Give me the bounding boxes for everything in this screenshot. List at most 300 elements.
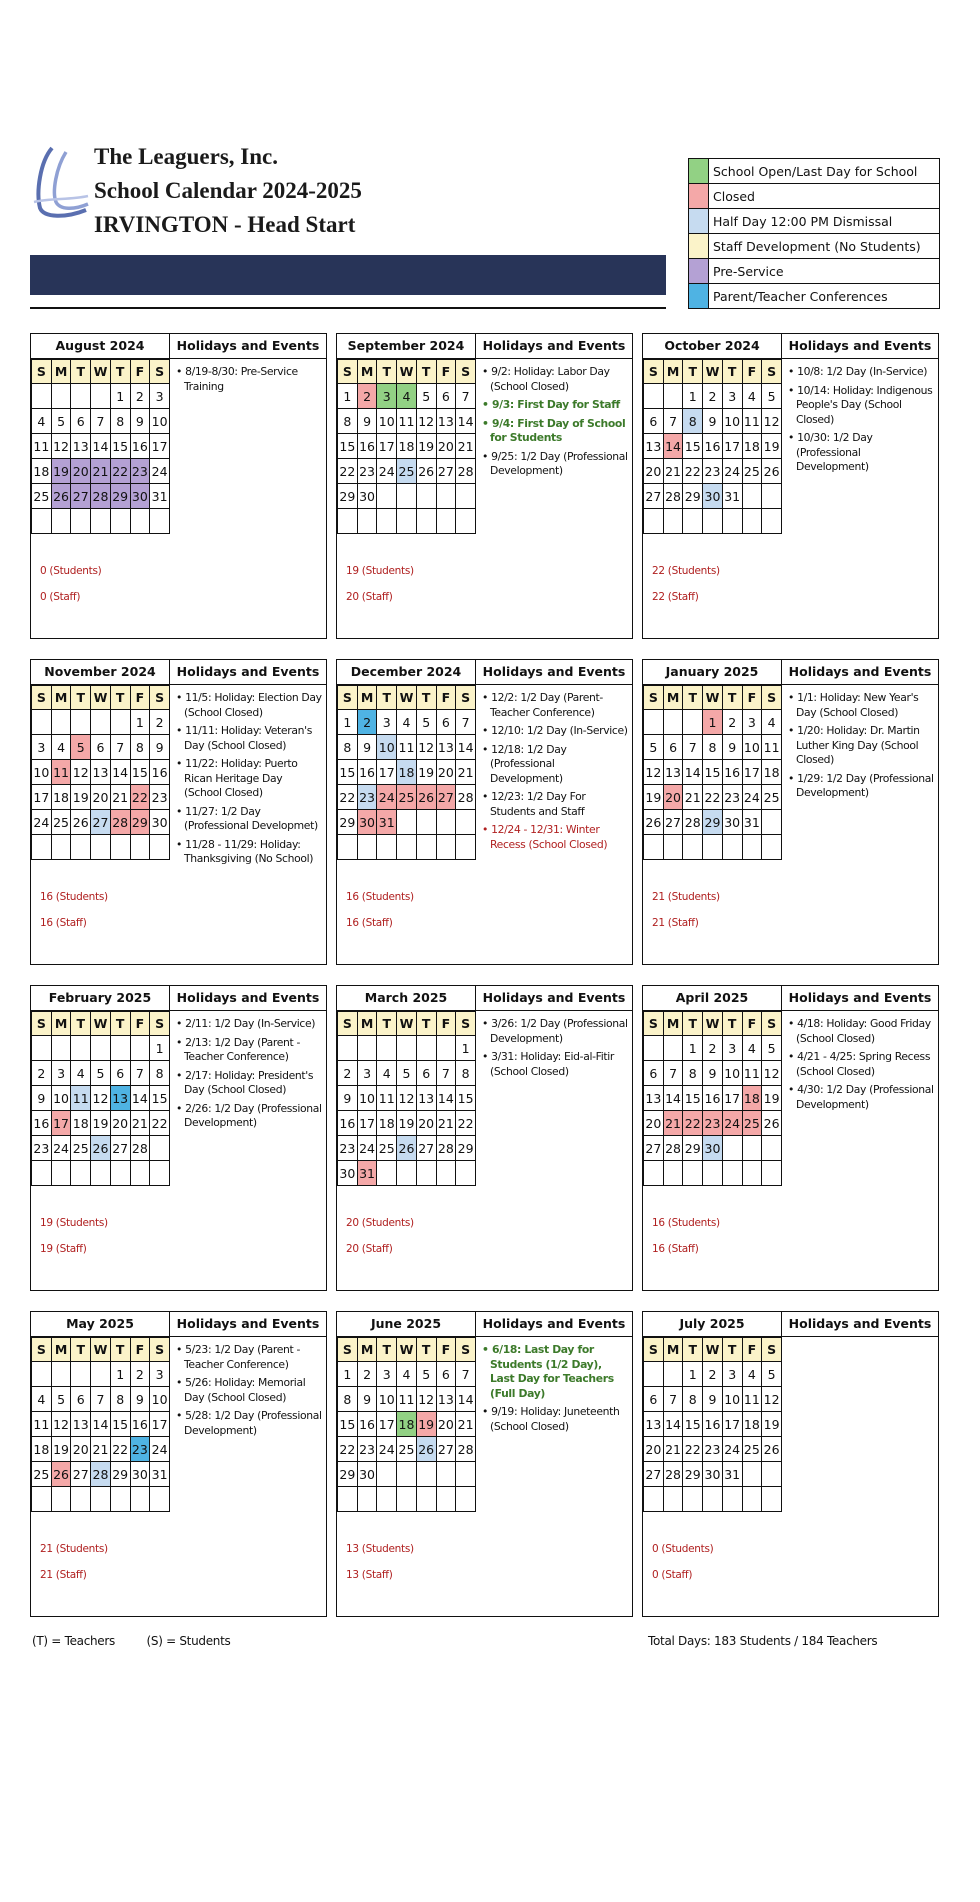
day-cell: 3 [357,1061,377,1086]
day-cell: 5 [397,1061,417,1086]
empty-cell [51,710,71,735]
weekday-row [32,1012,170,1036]
day-cell: 23 [703,459,723,484]
empty-cell [377,1161,397,1186]
day-cell: 17 [722,434,742,459]
empty-cell [150,835,170,860]
empty-cell [357,835,377,860]
day-cell: 29 [110,484,130,509]
day-cell: 4 [32,409,52,434]
day-cell: 30 [130,1462,150,1487]
week-row [644,785,782,810]
empty-cell [644,1362,664,1387]
event-item: • 1/1: Holiday: New Year's Day (School Closed) [788,691,934,720]
day-cell: 2 [338,1061,358,1086]
day-cell: 22 [150,1111,170,1136]
day-cell: 24 [377,459,397,484]
legend-swatch [689,159,709,183]
empty-cell [397,509,417,534]
day-cell: 29 [338,810,358,835]
legend-label: School Open/Last Day for School [713,163,918,179]
empty-cell [32,384,52,409]
student-days-count: 19 (Students) [40,1217,108,1229]
day-cell: 6 [91,735,111,760]
empty-cell [663,1362,683,1387]
events-header: Holidays and Events [170,334,326,359]
event-item: • 9/4: First Day of School for Students [482,417,628,446]
events-panel [170,986,326,1290]
day-cell: 17 [722,1086,742,1111]
total-days: Total Days: 183 Students / 184 Teachers [648,1634,878,1648]
day-cell: 27 [416,1136,436,1161]
day-cell: 15 [110,434,130,459]
weekday-label: T [110,360,130,384]
day-cell: 29 [703,810,723,835]
empty-cell [32,710,52,735]
day-cell: 29 [338,484,358,509]
day-cell: 11 [762,735,782,760]
day-cell: 8 [110,409,130,434]
week-row [644,459,782,484]
empty-cell [762,810,782,835]
week-row [32,760,170,785]
legend-swatch [689,184,709,208]
week-row [644,810,782,835]
day-cell: 24 [742,785,762,810]
day-cell: 5 [51,409,71,434]
day-cell: 12 [397,1086,417,1111]
day-cell: 17 [357,1111,377,1136]
month-grid [643,685,782,860]
day-cell: 18 [32,459,52,484]
day-cell: 5 [416,710,436,735]
event-item: • 1/20: Holiday: Dr. Martin Luther King Day (School Closed) [788,724,934,768]
day-cell: 24 [722,1437,742,1462]
empty-cell [436,1462,456,1487]
legend-swatch [689,284,709,308]
day-cell: 27 [71,1462,91,1487]
month-calendar [31,660,170,830]
week-row [32,1437,170,1462]
day-cell: 22 [130,785,150,810]
week-row [338,384,476,409]
day-cell: 23 [32,1136,52,1161]
empty-cell [110,710,130,735]
day-cell: 10 [377,409,397,434]
staff-days-count: 20 (Staff) [346,591,393,603]
week-row [32,384,170,409]
event-item: • 11/27: 1/2 Day (Professional Developmet) [176,805,322,834]
month-grid [337,685,476,860]
day-cell: 20 [71,459,91,484]
day-cell: 3 [377,710,397,735]
day-cell: 7 [436,1061,456,1086]
day-cell: 3 [722,1362,742,1387]
event-item: • 11/22: Holiday: Puerto Rican Heritage Day (School Closed) [176,757,322,801]
weekday-label: S [456,360,476,384]
day-cell: 12 [644,760,664,785]
day-cell: 23 [150,785,170,810]
empty-cell [32,509,52,534]
day-cell: 30 [703,1462,723,1487]
weekday-label: T [416,360,436,384]
day-cell: 23 [703,1437,723,1462]
day-cell: 14 [110,760,130,785]
day-cell: 13 [91,760,111,785]
weekday-label: F [130,1012,150,1036]
week-row [32,1412,170,1437]
day-cell: 10 [51,1086,71,1111]
empty-cell [456,509,476,534]
empty-cell [456,835,476,860]
day-cell: 5 [91,1061,111,1086]
staff-days-count: 16 (Staff) [40,917,87,929]
day-cell: 18 [742,434,762,459]
legend-label: Staff Development (No Students) [713,238,921,254]
week-row [338,1086,476,1111]
day-cell: 4 [742,1362,762,1387]
weekday-label: W [91,1338,111,1362]
day-cell: 28 [91,484,111,509]
empty-cell [338,1487,358,1512]
event-item: • 11/28 - 11/29: Holiday: Thanksgiving (No School) [176,838,322,867]
weekday-label: M [663,686,683,710]
events-panel [476,334,632,638]
weekday-label: T [377,1012,397,1036]
day-cell: 20 [436,760,456,785]
day-cell: 4 [397,710,417,735]
day-cell: 11 [32,434,52,459]
day-cell: 12 [762,1061,782,1086]
empty-cell [703,1487,723,1512]
empty-cell [722,509,742,534]
empty-cell [91,1362,111,1387]
empty-cell [416,509,436,534]
month-grid [337,1337,476,1512]
day-cell: 11 [71,1086,91,1111]
day-cell: 24 [377,1437,397,1462]
empty-cell [456,810,476,835]
day-cell: 6 [644,1061,664,1086]
day-cell: 1 [683,1036,703,1061]
weekday-label: T [722,1012,742,1036]
week-row [644,1462,782,1487]
day-cell: 13 [71,434,91,459]
empty-cell [71,835,91,860]
day-cell: 22 [683,1437,703,1462]
day-cell: 17 [377,1412,397,1437]
empty-cell [377,509,397,534]
events-panel [170,660,326,964]
organization-name: The Leaguers, Inc. [94,144,278,169]
day-cell: 12 [71,760,91,785]
day-cell: 28 [683,810,703,835]
weekday-label: M [51,360,71,384]
weekday-label: T [722,1338,742,1362]
month-title: September 2024 [337,334,476,359]
header-banner [30,255,666,295]
day-cell: 1 [110,1362,130,1387]
day-cell: 3 [150,384,170,409]
weekday-label: T [416,686,436,710]
day-cell: 30 [357,1462,377,1487]
events-list [782,1337,938,1343]
day-cell: 13 [110,1086,130,1111]
empty-cell [357,509,377,534]
empty-cell [51,1487,71,1512]
day-cell: 5 [762,1362,782,1387]
day-cell: 25 [762,785,782,810]
footer-key [32,1634,258,1648]
month-block [336,985,633,1291]
day-cell: 24 [150,459,170,484]
event-item: • 2/17: Holiday: President's Day (School Closed) [176,1069,322,1098]
day-cell: 18 [32,1437,52,1462]
weekday-label: T [722,360,742,384]
weekday-row [644,360,782,384]
legend-item [689,184,939,209]
day-cell: 17 [51,1111,71,1136]
day-cell: 8 [683,1061,703,1086]
staff-days-count: 13 (Staff) [346,1569,393,1581]
week-row [338,1061,476,1086]
day-cell: 21 [663,1111,683,1136]
events-list [476,685,632,852]
student-days-count: 21 (Students) [652,891,720,903]
day-cell: 10 [32,760,52,785]
empty-cell [71,1362,91,1387]
day-cell: 31 [377,810,397,835]
week-row [644,1437,782,1462]
events-panel [170,1312,326,1616]
day-cell: 21 [91,1437,111,1462]
day-cell: 29 [683,1462,703,1487]
day-cell: 28 [456,1437,476,1462]
event-item: • 9/2: Holiday: Labor Day (School Closed) [482,365,628,394]
day-cell: 2 [703,384,723,409]
empty-cell [91,835,111,860]
event-item: • 9/19: Holiday: Juneteenth (School Closed) [482,1405,628,1434]
empty-cell [91,509,111,534]
weekday-label: F [436,360,456,384]
day-cell: 3 [150,1362,170,1387]
day-cell: 15 [683,1412,703,1437]
month-title: January 2025 [643,660,782,685]
empty-cell [51,1036,71,1061]
day-cell: 18 [742,1086,762,1111]
legend-label: Half Day 12:00 PM Dismissal [713,213,893,229]
events-list [170,685,326,867]
empty-cell [762,1462,782,1487]
weekday-label: S [762,686,782,710]
day-cell: 25 [397,785,417,810]
day-cell: 8 [110,1387,130,1412]
day-cell: 14 [663,1086,683,1111]
week-row [644,384,782,409]
day-cell: 27 [91,810,111,835]
month-block [336,333,633,639]
empty-cell [703,835,723,860]
legend-swatch [689,234,709,258]
day-cell: 8 [130,735,150,760]
event-item: • 3/31: Holiday: Eid-al-Fitir (School Closed) [482,1050,628,1079]
weekday-label: S [456,1338,476,1362]
empty-cell [110,835,130,860]
empty-cell [703,1161,723,1186]
day-cell: 22 [683,459,703,484]
day-cell: 21 [456,1412,476,1437]
weekday-label: M [357,1338,377,1362]
empty-cell [397,1036,417,1061]
week-row [644,760,782,785]
day-cell: 4 [51,735,71,760]
weekday-label: T [683,1338,703,1362]
day-cell: 7 [91,1387,111,1412]
day-cell: 25 [742,1111,762,1136]
day-cell: 2 [130,1362,150,1387]
week-row [338,509,476,534]
day-cell: 16 [703,434,723,459]
day-cell: 6 [71,409,91,434]
day-cell: 22 [110,1437,130,1462]
day-cell: 1 [338,1362,358,1387]
empty-cell [71,384,91,409]
day-cell: 19 [644,785,664,810]
event-item: • 10/8: 1/2 Day (In-Service) [788,365,934,380]
day-cell: 7 [110,735,130,760]
weekday-row [338,1012,476,1036]
day-cell: 9 [338,1086,358,1111]
day-cell: 29 [683,1136,703,1161]
weekday-label: W [397,360,417,384]
day-cell: 25 [397,1437,417,1462]
day-cell: 23 [703,1111,723,1136]
staff-days-count: 19 (Staff) [40,1243,87,1255]
day-cell: 10 [722,1061,742,1086]
weekday-label: T [416,1338,436,1362]
week-row [32,835,170,860]
weekday-label: F [742,1012,762,1036]
weekday-label: T [416,1012,436,1036]
weekday-label: T [683,360,703,384]
header-divider [30,307,666,309]
weekday-label: S [644,686,664,710]
day-cell: 2 [357,710,377,735]
day-cell: 12 [416,735,436,760]
day-cell: 15 [338,434,358,459]
weekday-row [32,1338,170,1362]
day-cell: 31 [722,1462,742,1487]
empty-cell [742,1136,762,1161]
month-title: May 2025 [31,1312,170,1337]
day-cell: 21 [436,1111,456,1136]
day-cell: 25 [32,484,52,509]
empty-cell [377,1036,397,1061]
week-row [32,1061,170,1086]
event-item: • 6/18: Last Day for Students (1/2 Day), Last Day for Teachers (Full Day) [482,1343,628,1401]
empty-cell [683,835,703,860]
day-cell: 19 [416,760,436,785]
events-header: Holidays and Events [170,986,326,1011]
day-cell: 21 [91,459,111,484]
day-cell: 27 [436,1437,456,1462]
weekday-label: T [377,360,397,384]
week-row [338,1161,476,1186]
events-panel [476,986,632,1290]
empty-cell [436,484,456,509]
event-item: • 11/11: Holiday: Veteran's Day (School Closed) [176,724,322,753]
week-row [32,1362,170,1387]
day-cell: 29 [110,1462,130,1487]
day-cell: 7 [683,735,703,760]
events-list [782,1011,938,1112]
leaguers-logo-icon [30,142,90,222]
day-cell: 5 [416,1362,436,1387]
day-cell: 21 [456,434,476,459]
day-cell: 30 [130,484,150,509]
events-panel [782,334,938,638]
day-cell: 20 [71,1437,91,1462]
students-key: (S) = Students [146,1634,231,1648]
empty-cell [416,1161,436,1186]
week-row [338,1487,476,1512]
day-cell: 23 [357,785,377,810]
empty-cell [722,1161,742,1186]
weekday-row [32,686,170,710]
day-cell: 3 [742,710,762,735]
day-cell: 8 [150,1061,170,1086]
weekday-label: F [130,1338,150,1362]
events-panel [476,660,632,964]
empty-cell [150,509,170,534]
weekday-label: W [91,1012,111,1036]
empty-cell [644,1036,664,1061]
empty-cell [377,835,397,860]
legend-item [689,209,939,234]
weekday-label: F [742,686,762,710]
staff-days-count: 0 (Staff) [652,1569,693,1581]
events-header: Holidays and Events [782,660,938,685]
empty-cell [762,1136,782,1161]
month-title: February 2025 [31,986,170,1011]
day-cell: 15 [150,1086,170,1111]
empty-cell [91,1161,111,1186]
month-grid [31,1011,170,1186]
day-cell: 13 [436,1387,456,1412]
day-cell: 22 [338,459,358,484]
week-row [338,1362,476,1387]
empty-cell [130,835,150,860]
legend-item [689,259,939,284]
day-cell: 25 [377,1136,397,1161]
day-cell: 14 [456,409,476,434]
weekday-label: T [377,686,397,710]
empty-cell [742,484,762,509]
weekday-label: T [71,1012,91,1036]
month-title: April 2025 [643,986,782,1011]
week-row [338,735,476,760]
event-item: • 4/21 - 4/25: Spring Recess (School Closed) [788,1050,934,1079]
weekday-label: W [91,686,111,710]
day-cell: 14 [456,1387,476,1412]
week-row [32,735,170,760]
day-cell: 26 [51,1462,71,1487]
month-grid [31,685,170,860]
day-cell: 16 [130,1412,150,1437]
empty-cell [51,509,71,534]
event-item: • 11/5: Holiday: Election Day (School Closed) [176,691,322,720]
event-item: • 8/19-8/30: Pre-Service Training [176,365,322,394]
